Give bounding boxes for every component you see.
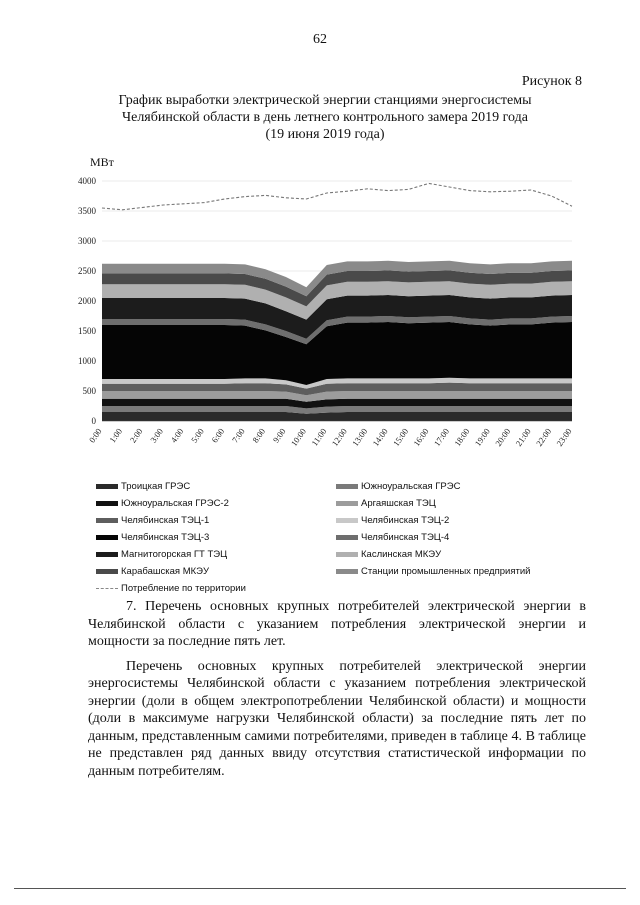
legend-swatch <box>96 484 118 489</box>
y-tick-label: 0 <box>91 416 96 426</box>
x-tick-label: 8:00 <box>250 426 268 445</box>
legend-swatch <box>336 569 358 574</box>
figure-title <box>90 92 560 143</box>
legend-label: Магнитогорская ГТ ТЭЦ <box>121 549 228 560</box>
legend-item <box>336 515 576 526</box>
legend-label: Южноуральская ГРЭС-2 <box>121 498 229 509</box>
x-tick-label: 14:00 <box>370 426 390 449</box>
legend-item <box>336 549 576 560</box>
x-tick-label: 5:00 <box>188 426 206 445</box>
legend-swatch <box>336 501 358 506</box>
legend-label: Южноуральская ГРЭС <box>361 481 461 492</box>
legend-swatch <box>336 518 358 523</box>
chart-legend <box>96 478 576 597</box>
x-tick-label: 15:00 <box>390 426 411 449</box>
legend-item <box>96 498 336 509</box>
x-tick-label: 7:00 <box>229 426 247 445</box>
legend-swatch <box>96 518 118 523</box>
title-line-3: (19 июня 2019 года) <box>265 127 385 142</box>
legend-swatch <box>96 535 118 540</box>
y-tick-label: 1000 <box>78 356 96 366</box>
legend-swatch <box>96 569 118 574</box>
x-tick-label: 18:00 <box>452 426 472 449</box>
page-number: 62 <box>313 32 327 47</box>
paragraph: 7. Перечень основных крупных потребителей электрической энергии в Челябинской области с указанием потребления электрической энергии и мощности за последние пять лет. <box>88 599 586 649</box>
legend-label: Троицкая ГРЭС <box>121 481 191 492</box>
legend-swatch <box>336 552 358 557</box>
legend-item <box>336 532 576 543</box>
x-tick-label: 23:00 <box>554 426 574 449</box>
legend-label: Аргаяшская ТЭЦ <box>361 498 436 509</box>
legend-swatch <box>96 588 118 589</box>
x-tick-label: 6:00 <box>209 426 227 445</box>
legend-item <box>336 566 576 577</box>
legend-label: Карабашская МКЭУ <box>121 566 210 577</box>
legend-swatch <box>96 501 118 506</box>
legend-label: Челябинская ТЭЦ-2 <box>361 515 450 526</box>
y-axis-unit: МВт <box>90 155 114 169</box>
x-tick-label: 2:00 <box>127 426 145 445</box>
x-tick-label: 21:00 <box>513 426 533 449</box>
area-series <box>102 322 572 385</box>
legend-swatch <box>96 552 118 557</box>
y-tick-label: 4000 <box>78 176 96 186</box>
x-tick-label: 17:00 <box>431 426 452 449</box>
area-series <box>102 412 572 421</box>
legend-item <box>96 566 336 577</box>
x-tick-label: 16:00 <box>411 426 431 449</box>
legend-item <box>96 583 336 594</box>
x-tick-label: 4:00 <box>168 426 186 445</box>
body-text <box>88 598 586 787</box>
x-tick-label: 9:00 <box>270 426 288 445</box>
legend-item <box>96 515 336 526</box>
x-tick-label: 12:00 <box>329 426 349 449</box>
legend-item <box>336 498 576 509</box>
x-tick-label: 20:00 <box>493 426 513 449</box>
legend-label: Каслинская МКЭУ <box>361 549 442 560</box>
x-tick-label: 19:00 <box>472 426 492 449</box>
legend-item <box>336 481 576 492</box>
legend-item <box>96 532 336 543</box>
x-tick-label: 0:00 <box>86 426 104 445</box>
legend-label: Челябинская ТЭЦ-4 <box>361 532 450 543</box>
y-tick-label: 500 <box>82 386 96 396</box>
y-tick-label: 2000 <box>78 296 96 306</box>
legend-label: Станции промышленных предприятий <box>361 566 531 577</box>
title-line-1: График выработки электрической энергии станциями энергосистемы <box>118 93 532 108</box>
stacked-area-chart <box>60 165 580 465</box>
figure-label: Рисунок 8 <box>521 74 582 89</box>
legend-swatch <box>336 484 358 489</box>
legend-swatch <box>336 535 358 540</box>
footer-rule <box>14 888 626 889</box>
x-tick-label: 13:00 <box>349 426 370 449</box>
y-tick-label: 3000 <box>78 236 96 246</box>
y-tick-label: 2500 <box>78 266 96 276</box>
y-tick-label: 3500 <box>78 206 96 216</box>
x-tick-label: 11:00 <box>309 426 329 448</box>
x-tick-label: 1:00 <box>107 426 125 445</box>
paragraph: Перечень основных крупных потребителей электрической энергии энергосистемы Челябинской области с указанием потребления электрической энергии (доли в общем электропотреблении Челябинской области) и мощности (доли в максимуме нагрузки Челябинской области) за последние пять лет по данным, представленным самими потребителями, приведен в таблице 4. В таблице не представлен ряд данных ввиду отсутствия статистической информации по данным потребителям. <box>88 658 586 779</box>
legend-label: Челябинская ТЭЦ-1 <box>121 515 210 526</box>
x-tick-label: 3:00 <box>148 426 165 445</box>
legend-item <box>96 481 336 492</box>
consumption-line <box>102 183 572 209</box>
legend-label: Челябинская ТЭЦ-3 <box>121 532 210 543</box>
x-tick-label: 10:00 <box>288 426 308 449</box>
x-tick-label: 22:00 <box>533 426 554 449</box>
title-line-2: Челябинской области в день летнего контрольного замера 2019 года <box>122 110 528 125</box>
legend-label: Потребление по территории <box>121 583 246 594</box>
y-tick-label: 1500 <box>78 326 96 336</box>
legend-item <box>96 549 336 560</box>
